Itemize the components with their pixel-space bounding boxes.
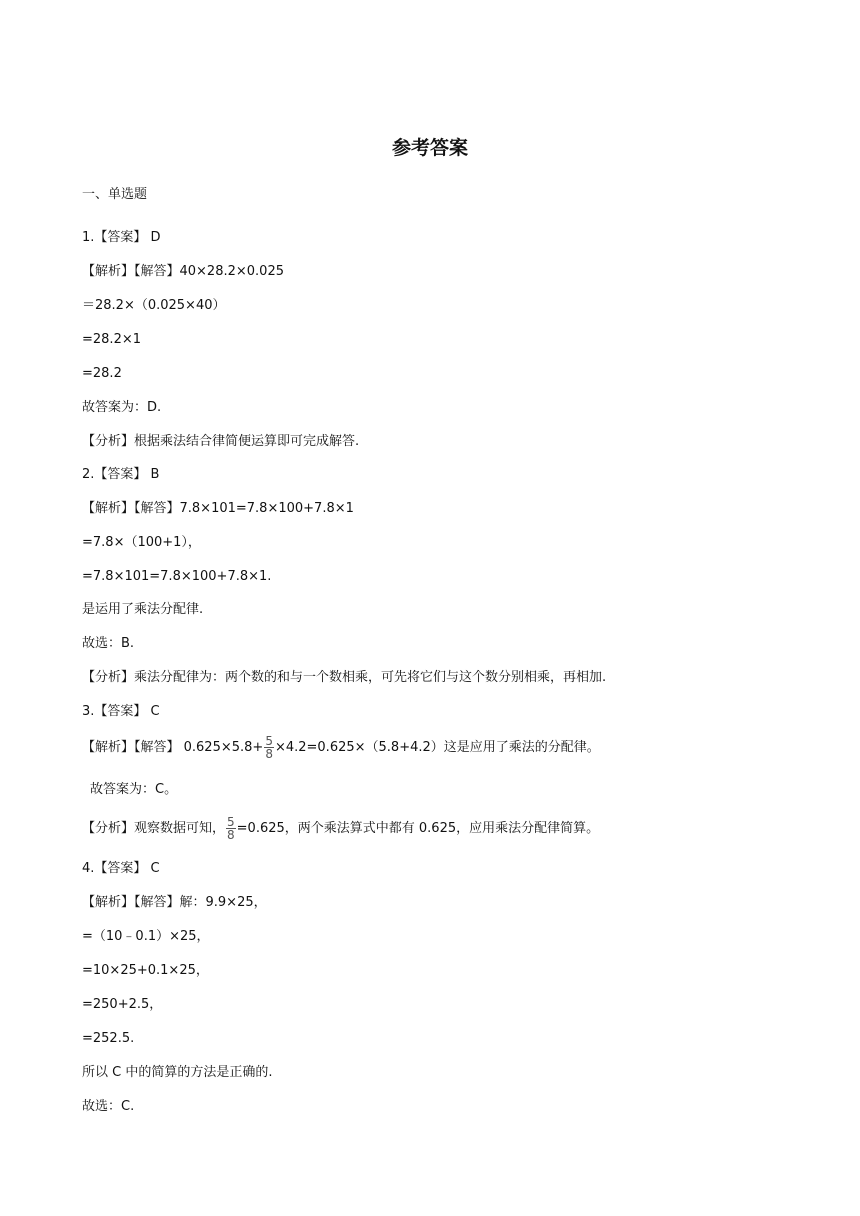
page-title: 参考答案 <box>391 137 468 159</box>
fraction-numerator: 5 <box>227 815 235 829</box>
q3-solution-prefix: 【解析】【解答】 0.625×5.8+ <box>82 740 264 755</box>
q3-analysis-prefix: 【分析】观察数据可知， <box>82 821 226 836</box>
q4-answer: 4.【答案】 C <box>82 861 160 876</box>
q1-solution-line-3: =28.2×1 <box>82 332 142 347</box>
q3-answer: 3.【答案】 C <box>82 704 160 719</box>
q4-solution-line-6: 所以 C 中的简算的方法是正确的. <box>82 1065 273 1080</box>
q3-solution-suffix: ×4.2=0.625×（5.8+4.2）这是应用了乘法的分配律。 <box>274 740 600 755</box>
q2-analysis: 【分析】乘法分配律为：两个数的和与一个数相乘，可先将它们与这个数分别相乘，再相加. <box>82 670 607 685</box>
fraction-denominator: 8 <box>227 828 235 842</box>
q4-solution-line-4: =250+2.5， <box>82 997 163 1012</box>
q1-conclusion: 故答案为：D. <box>82 400 162 415</box>
q4-solution-line-5: =252.5. <box>82 1031 135 1046</box>
q4-solution-line-2: =（10﹣0.1）×25， <box>82 929 210 944</box>
q2-solution-line-2: =7.8×（100+1）， <box>82 535 201 550</box>
q1-answer: 1.【答案】 D <box>82 230 161 245</box>
q3-analysis <box>82 816 599 841</box>
q1-solution-line-2: ＝28.2×（0.025×40） <box>82 298 226 313</box>
q3-solution-line-1 <box>82 735 600 760</box>
q3-analysis-suffix: =0.625，两个乘法算式中都有 0.625，应用乘法分配律简算。 <box>236 821 600 836</box>
q1-analysis: 【分析】根据乘法结合律简便运算即可完成解答. <box>82 434 360 449</box>
q2-solution-line-3: =7.8×101=7.8×100+7.8×1. <box>82 569 272 584</box>
q4-solution-line-1: 【解析】【解答】解：9.9×25， <box>82 895 267 910</box>
q3-conclusion: 故答案为：C。 <box>90 782 178 797</box>
section-heading: 一、单选题 <box>82 187 148 202</box>
q1-solution-line-4: =28.2 <box>82 366 122 381</box>
fraction-five-eighths <box>264 735 274 760</box>
q2-solution-line-4: 是运用了乘法分配律. <box>82 602 204 617</box>
fraction-numerator: 5 <box>265 734 273 748</box>
fraction-denominator: 8 <box>265 747 273 761</box>
q4-solution-line-3: =10×25+0.1×25， <box>82 963 209 978</box>
q2-answer: 2.【答案】 B <box>82 467 160 482</box>
q2-solution-line-1: 【解析】【解答】7.8×101=7.8×100+7.8×1 <box>82 501 354 516</box>
fraction-five-eighths <box>226 816 236 841</box>
q4-conclusion: 故选：C. <box>82 1099 135 1114</box>
q2-conclusion: 故选：B. <box>82 636 135 651</box>
q1-solution-line-1: 【解析】【解答】40×28.2×0.025 <box>82 264 284 279</box>
